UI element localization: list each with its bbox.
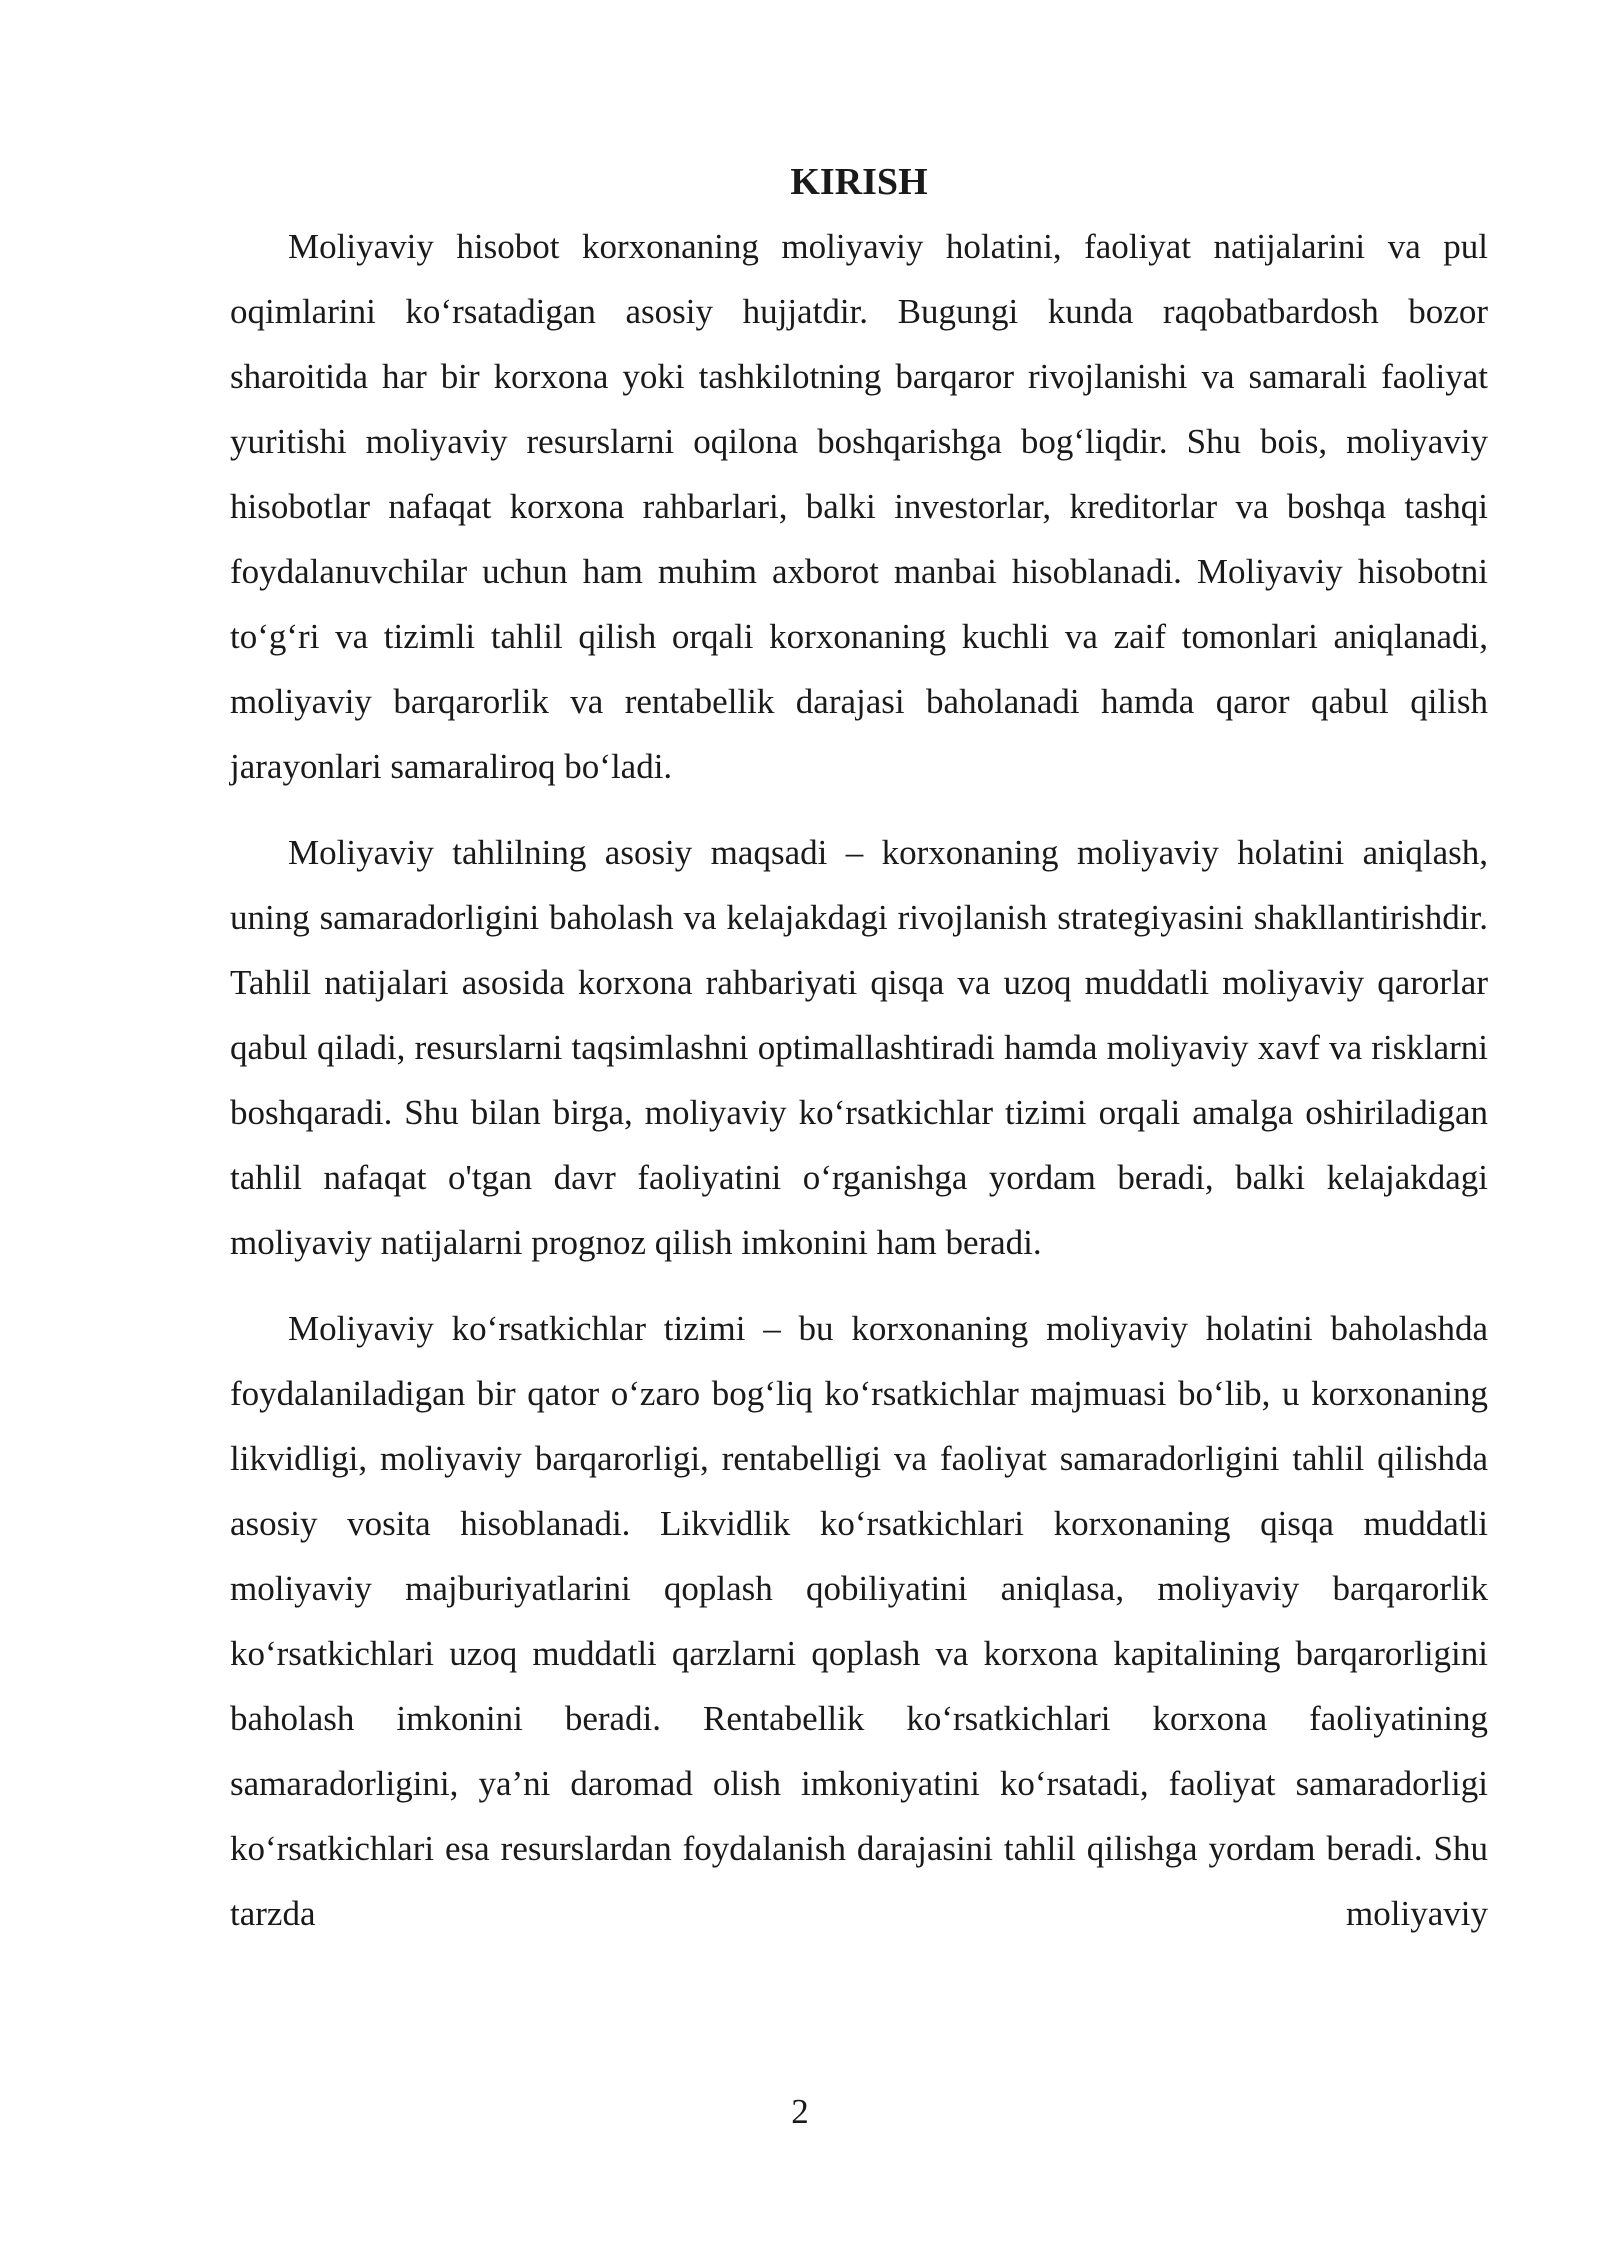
page-number: 2 xyxy=(791,2092,809,2131)
page-content xyxy=(230,150,1488,1946)
paragraph-intro: Moliyaviy hisobot korxonaning moliyaviy holatini, faoliyat natijalarini va pul oqimlarini ko‘rsatadigan asosiy hujjatdir. Bugungi kunda raqobatbardosh bozor sharoitida har bir korxona yoki tashkilotning barqaror rivojlanishi va samarali faoliyat yuritishi moliyaviy resurslarni oqilona boshqarishga bog‘liqdir. Shu bois, moliyaviy hisobotlar nafaqat korxona rahbarlari, balki investorlar, kreditorlar va boshqa tashqi foydalanuvchilar uchun ham muhim axborot manbai hisoblanadi. Moliyaviy hisobotni to‘g‘ri va tizimli tahlil qilish orqali korxonaning kuchli va zaif tomonlari aniqlanadi, moliyaviy barqarorlik va rentabellik darajasi baholanadi hamda qaror qabul qilish jarayonlari samaraliroq bo‘ladi. xyxy=(230,227,1488,786)
section-heading: KIRISH xyxy=(790,161,928,203)
paragraph-analysis-purpose: Moliyaviy tahlilning asosiy maqsadi – korxonaning moliyaviy holatini aniqlash, uning samaradorligini baholash va kelajakdagi rivojlanish strategiyasini shakllantirishdir. Tahlil natijalari asosida korxona rahbariyati qisqa va uzoq muddatli moliyaviy qarorlar qabul qiladi, resurslarni taqsimlashni optimallashtiradi hamda moliyaviy xavf va risklarni boshqaradi. Shu bilan birga, moliyaviy ko‘rsatkichlar tizimi orqali amalga oshiriladigan tahlil nafaqat o'tgan davr faoliyatini o‘rganishga yordam beradi, balki kelajakdagi moliyaviy natijalarni prognoz qilish imkonini ham beradi. xyxy=(230,833,1488,1262)
paragraph-indicator-system: Moliyaviy ko‘rsatkichlar tizimi – bu korxonaning moliyaviy holatini baholashda foydalaniladigan bir qator o‘zaro bog‘liq ko‘rsatkichlar majmuasi bo‘lib, u korxonaning likvidligi, moliyaviy barqarorligi, rentabelligi va faoliyat samaradorligini tahlil qilishda asosiy vosita hisoblanadi. Likvidlik ko‘rsatkichlari korxonaning qisqa muddatli moliyaviy majburiyatlarini qoplash qobiliyatini aniqlasa, moliyaviy barqarorlik ko‘rsatkichlari uzoq muddatli qarzlarni qoplash va korxona kapitalining barqarorligini baholash imkonini beradi. Rentabellik ko‘rsatkichlari korxona faoliyatining samaradorligini, ya’ni daromad olish imkoniyatini ko‘rsatadi, faoliyat samaradorligi ko‘rsatkichlari esa resurslardan foydalanish darajasini tahlil qilishga yordam beradi. Shu tarzda moliyaviy xyxy=(230,1309,1488,1933)
